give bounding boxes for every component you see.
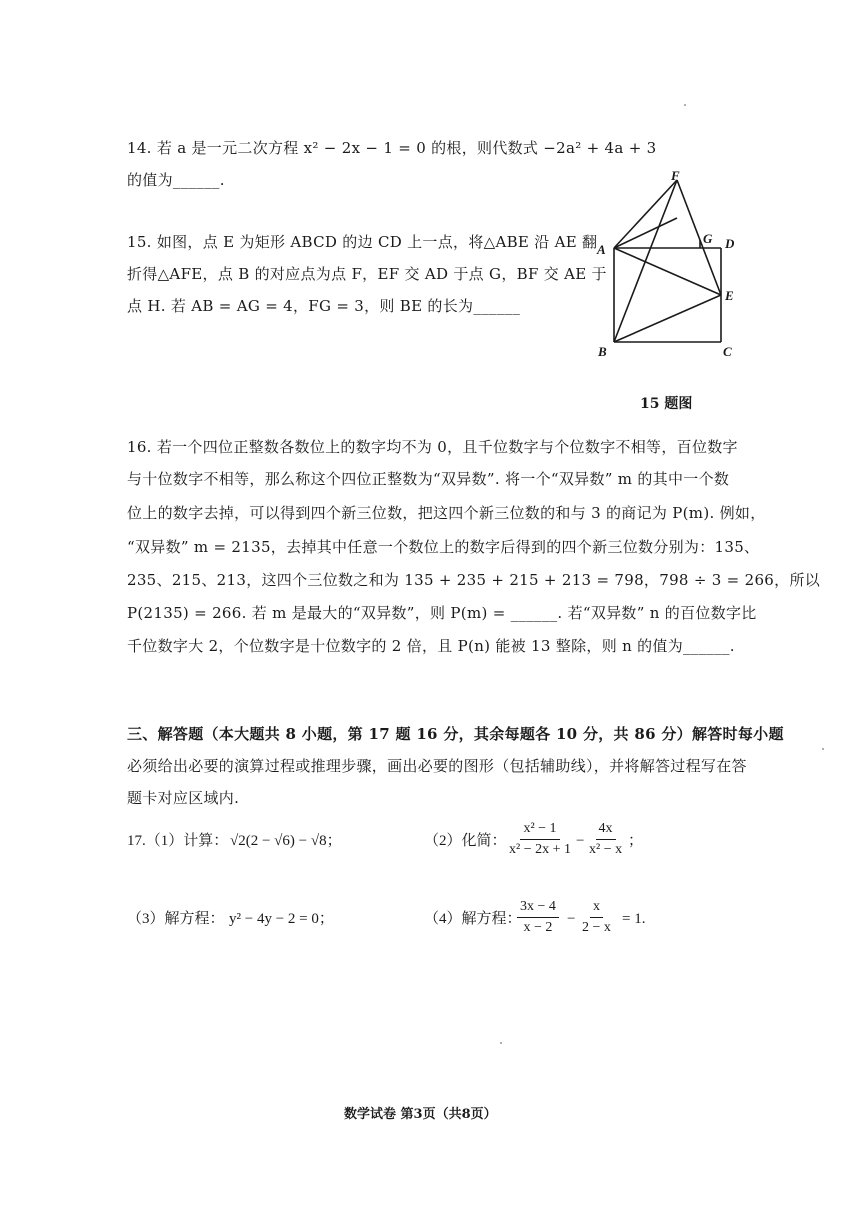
segment-inner (614, 218, 677, 248)
q17-part4-label: （4）解方程： (424, 911, 522, 927)
q17-part4-frac1-denominator: x − 2 (523, 920, 553, 935)
q17-part2-frac2-denominator: x² − x (589, 842, 623, 857)
q15-line-1: 15. 如图，点 E 为矩形 ABCD 的边 CD 上一点，将△ABE 沿 AE 翻 (127, 233, 598, 251)
label-E: E (725, 288, 734, 303)
section3-line-2: 必须给出必要的演算过程或推理步骤，画出必要的图形（包括辅助线），并将解答过程写在答 (127, 757, 747, 775)
q17-part4-fraction-2 (579, 898, 614, 937)
q16-line-2: 与十位数字不相等，那么称这个四位正整数为“双异数”. 将一个“双异数” m 的其中一个数 (127, 470, 730, 488)
q16-line-5: 235、215、213，这四个三位数之和为 135 + 235 + 215 + 213 = 798，798 ÷ 3 = 266，所以 (127, 571, 821, 589)
q17-part2-fraction-2 (586, 820, 625, 859)
q15-geometry-figure (590, 168, 750, 368)
q17-part4-frac1-numerator: 3x − 4 (517, 898, 559, 918)
q16-line-3: 位上的数字去掉，可以得到四个新三位数，把这四个新三位数的和与 3 的商记为 P(m). 例如， (127, 504, 766, 522)
q15-line-3: 点 H. 若 AB = AG = 4，FG = 3，则 BE 的长为______ (127, 297, 521, 315)
label-A: A (597, 242, 606, 257)
label-G: G (703, 231, 713, 246)
q17-part4-end: = 1. (622, 911, 646, 927)
q17-part4-frac2-denominator: 2 − x (582, 920, 611, 935)
q17-part2-minus: − (576, 833, 585, 849)
q15-line-2: 折得△AFE，点 B 的对应点为点 F，EF 交 AD 于点 G，BF 交 AE 于 (127, 265, 607, 283)
segment-AF (614, 180, 677, 248)
page-footer: 数学试卷 第3页（共8页） (344, 1107, 497, 1122)
q15-figure-caption: 15 题图 (640, 396, 693, 412)
scan-speck (500, 1042, 502, 1044)
q17-part1-expression: √2(2 − √6) − √8； (230, 833, 342, 849)
figure-lines (614, 180, 721, 342)
q17-part4-fraction-1 (517, 898, 559, 937)
q17-part2-end: ； (628, 833, 644, 849)
q14-line-2: 的值为______. (127, 171, 225, 189)
q17-part3-label: （3）解方程： (127, 911, 225, 927)
label-D: D (725, 236, 735, 251)
label-C: C (723, 344, 732, 359)
section3-line-3: 题卡对应区域内. (127, 789, 240, 807)
q16-line-6: P(2135) = 266. 若 m 是最大的“双异数”，则 P(m) = ______. 若“双异数” n 的百位数字比 (127, 604, 757, 622)
q17-part2-frac1-denominator: x² − 2x + 1 (509, 842, 571, 857)
q17-part4-frac2-numerator: x (590, 898, 603, 918)
q17-part3-expression: y² − 4y − 2 = 0； (229, 911, 334, 927)
q17-part2-label: （2）化简： (424, 833, 507, 849)
q17-part2-frac2-numerator: 4x (596, 820, 616, 840)
q16-line-1: 16. 若一个四位正整数各数位上的数字均不为 0，且千位数字与个位数字不相等，百位数字 (127, 438, 738, 456)
label-F: F (671, 168, 680, 183)
label-B: B (598, 344, 607, 359)
scan-speck (684, 104, 686, 106)
q17-part2-frac1-numerator: x² − 1 (520, 820, 559, 840)
q17-part4-minus: − (567, 911, 576, 927)
scan-speck (822, 748, 824, 750)
section3-line-1: 三、解答题（本大题共 8 小题，第 17 题 16 分，其余每题各 10 分，共 86 分）解答时每小题 (127, 725, 784, 743)
q14-line-1: 14. 若 a 是一元二次方程 x² − 2x − 1 = 0 的根，则代数式 −2a² + 4a + 3 (127, 139, 657, 157)
q17-part2-fraction-1 (506, 820, 574, 859)
q16-line-7: 千位数字大 2，个位数字是十位数字的 2 倍，且 P(n) 能被 13 整除，则 n 的值为______. (127, 637, 735, 655)
q16-line-4: “双异数” m = 2135，去掉其中任意一个数位上的数字后得到的四个新三位数分别为：135、 (127, 538, 760, 556)
q17-part1-label: 17.（1）计算： (127, 833, 229, 849)
